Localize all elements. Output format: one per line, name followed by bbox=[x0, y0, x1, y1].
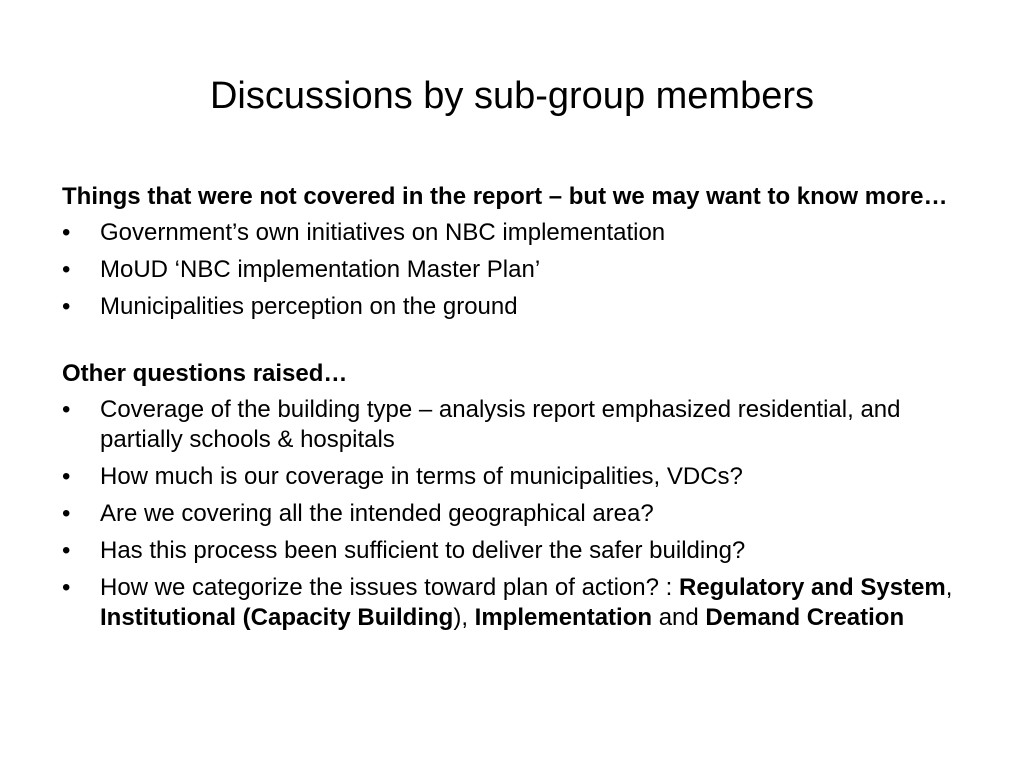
slide-body bbox=[62, 182, 962, 640]
bullet-icon: • bbox=[62, 537, 71, 564]
separator: , bbox=[945, 574, 953, 601]
bullet-text-categorize bbox=[100, 574, 952, 631]
bullet-text: Coverage of the building type – analysis report emphasized residential, and partially schools & hospitals bbox=[100, 396, 901, 453]
list-item bbox=[62, 255, 962, 285]
list-item bbox=[62, 218, 962, 248]
term-regulatory: Regulatory and System bbox=[678, 574, 946, 601]
bullet-icon: • bbox=[62, 256, 71, 283]
bullet-lead-text: How we categorize the issues toward plan of action? : bbox=[100, 574, 679, 601]
bullet-icon: • bbox=[62, 219, 71, 246]
bullet-icon: • bbox=[62, 574, 71, 601]
bullet-text: Municipalities perception on the ground bbox=[100, 293, 518, 320]
bullet-text: Government’s own initiatives on NBC implementation bbox=[100, 219, 666, 246]
term-institutional: Institutional (Capacity Building bbox=[100, 604, 454, 631]
list-item bbox=[62, 499, 962, 529]
term-demand-creation: Demand Creation bbox=[705, 604, 905, 631]
bullet-list-not-covered bbox=[62, 218, 962, 322]
bullet-icon: • bbox=[62, 463, 71, 490]
list-item bbox=[62, 573, 962, 633]
section-spacer bbox=[62, 329, 962, 359]
section-heading-not-covered: Things that were not covered in the report – but we may want to know more… bbox=[62, 183, 948, 210]
list-item bbox=[62, 536, 962, 566]
bullet-icon: • bbox=[62, 293, 71, 320]
term-implementation: Implementation bbox=[474, 604, 653, 631]
slide-title: Discussions by sub-group members bbox=[209, 75, 814, 117]
bullet-list-other-questions bbox=[62, 395, 962, 633]
bullet-text: MoUD ‘NBC implementation Master Plan’ bbox=[100, 256, 541, 283]
list-item bbox=[62, 462, 962, 492]
list-item bbox=[62, 395, 962, 455]
separator: ), bbox=[453, 604, 475, 631]
separator: and bbox=[652, 604, 706, 631]
bullet-text: How much is our coverage in terms of municipalities, VDCs? bbox=[100, 463, 743, 490]
bullet-icon: • bbox=[62, 500, 71, 527]
bullet-text: Are we covering all the intended geographical area? bbox=[100, 500, 654, 527]
bullet-text: Has this process been sufficient to deliver the safer building? bbox=[100, 537, 746, 564]
list-item bbox=[62, 292, 962, 322]
bullet-icon: • bbox=[62, 396, 71, 423]
section-heading-other-questions: Other questions raised… bbox=[62, 360, 348, 387]
